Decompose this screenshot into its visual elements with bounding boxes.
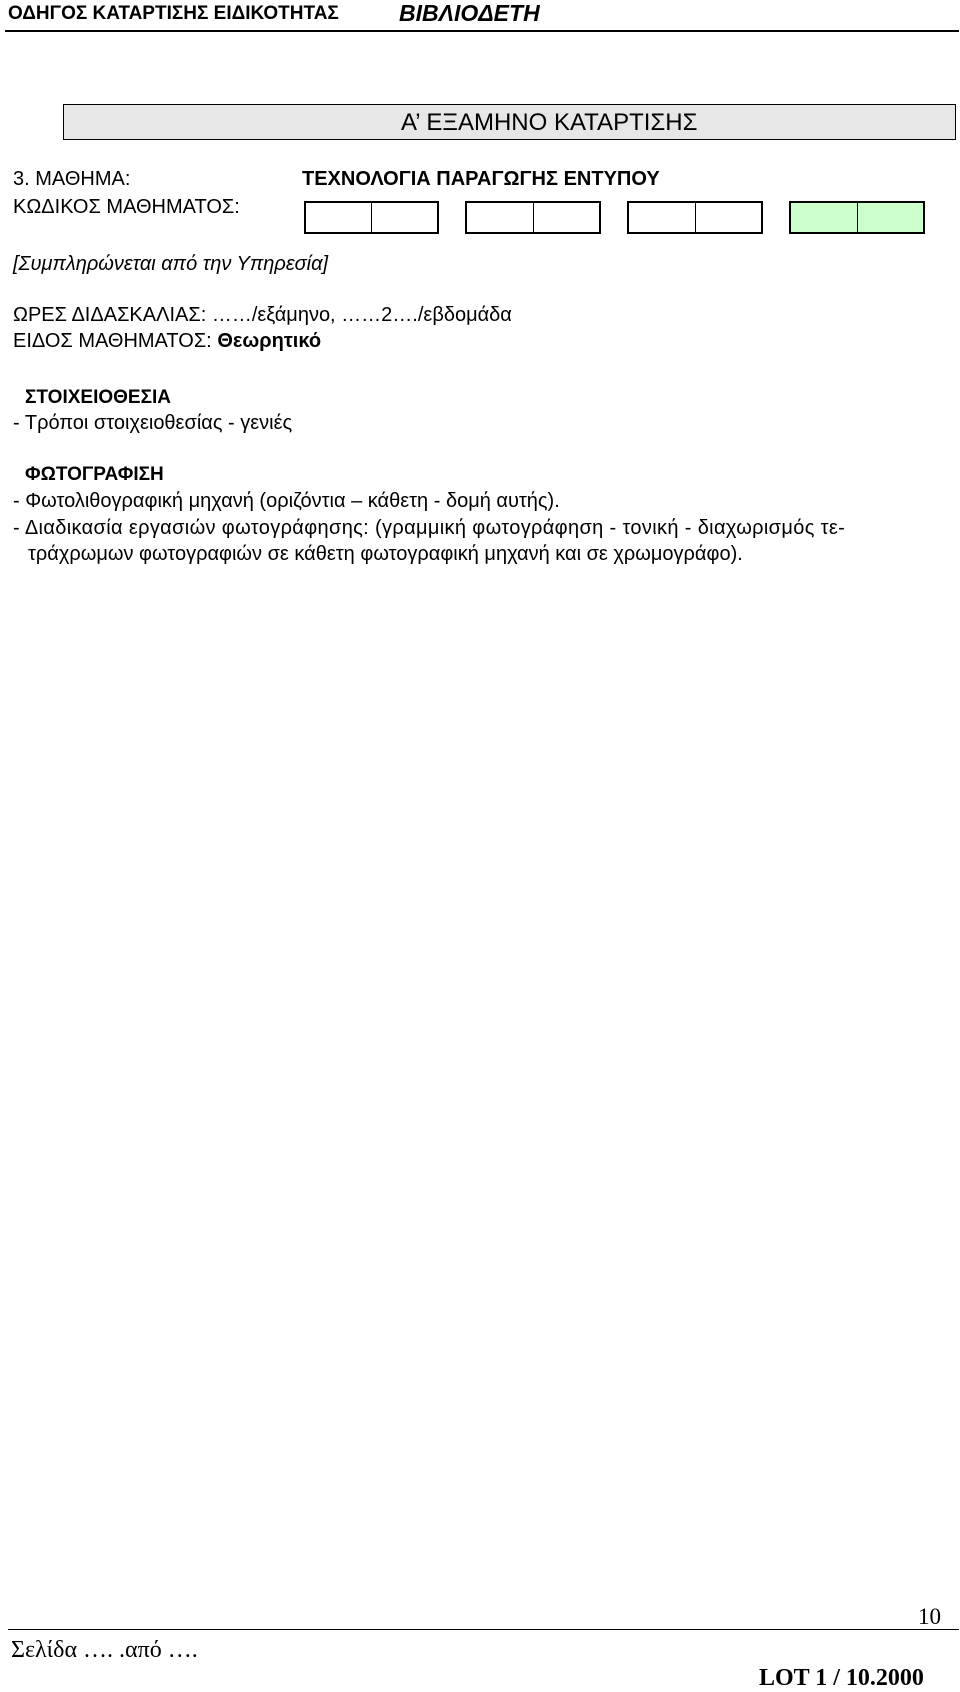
lesson-code-label: ΚΩΔΙΚΟΣ ΜΑΘΗΜΑΤΟΣ: <box>13 196 240 218</box>
code-box[interactable] <box>371 203 437 232</box>
lesson-kind-value: Θεωρητικό <box>217 330 322 352</box>
code-box[interactable] <box>467 203 533 232</box>
guide-title: ΟΔΗΓΟΣ ΚΑΤΑΡΤΙΣΗΣ ΕΙΔΙΚΟΤΗΤΑΣ <box>8 3 339 24</box>
code-box-group-1[interactable] <box>304 201 439 234</box>
code-box[interactable] <box>857 203 924 232</box>
section-title-typesetting: ΣΤΟΙΧΕΙΟΘΕΣΙΑ <box>25 387 171 408</box>
lesson-name: ΤΕΧΝΟΛΟΓΙΑ ΠΑΡΑΓΩΓΗΣ ΕΝΤΥΠΟΥ <box>302 168 660 190</box>
specialty-title: ΒΙΒΛΙΟΔΕΤΗ <box>399 0 540 26</box>
section-title-photography: ΦΩΤΟΓΡΑΦΙΣΗ <box>25 464 164 485</box>
list-item: - Διαδικασία εργασιών φωτογράφησης: (γραμμική φωτογράφηση - τονική - διαχωρισμός τε- <box>13 517 846 539</box>
teaching-hours: ΩΡΕΣ ΔΙΔΑΣΚΑΛΙΑΣ: ……/εξάμηνο, ……2…./εβδομάδα <box>13 304 512 326</box>
lot-label: LOT 1 / 10.2000 <box>759 1665 924 1691</box>
code-box-group-3[interactable] <box>627 201 763 234</box>
header-divider <box>5 30 959 32</box>
list-item-continuation: τράχρωμων φωτογραφιών σε κάθετη φωτογραφική μηχανή και σε χρωμογράφο). <box>28 543 743 565</box>
code-box[interactable] <box>791 203 857 232</box>
code-box[interactable] <box>306 203 371 232</box>
semester-banner <box>63 104 956 140</box>
footer-divider <box>8 1629 959 1630</box>
page-of-label: Σελίδα …. .από …. <box>11 1637 198 1663</box>
lesson-label: 3. ΜΑΘΗΜΑ: <box>13 168 131 190</box>
semester-title: Α’ ΕΞΑΜΗΝΟ ΚΑΤΑΡΤΙΣΗΣ <box>401 109 698 136</box>
code-box[interactable] <box>533 203 600 232</box>
list-item: - Φωτολιθογραφική μηχανή (οριζόντια – κάθετη - δομή αυτής). <box>13 490 560 512</box>
code-box[interactable] <box>695 203 762 232</box>
lesson-kind <box>13 330 321 353</box>
lesson-kind-label: ΕΙΔΟΣ ΜΑΘΗΜΑΤΟΣ: <box>13 330 212 352</box>
list-item: - Τρόποι στοιχειοθεσίας - γενιές <box>13 412 293 434</box>
code-box[interactable] <box>629 203 695 232</box>
service-fill-note: [Συμπληρώνεται από την Υπηρεσία] <box>13 253 329 275</box>
code-box-group-4-highlighted[interactable] <box>789 201 925 234</box>
code-box-group-2[interactable] <box>465 201 601 234</box>
page-number: 10 <box>918 1604 941 1629</box>
